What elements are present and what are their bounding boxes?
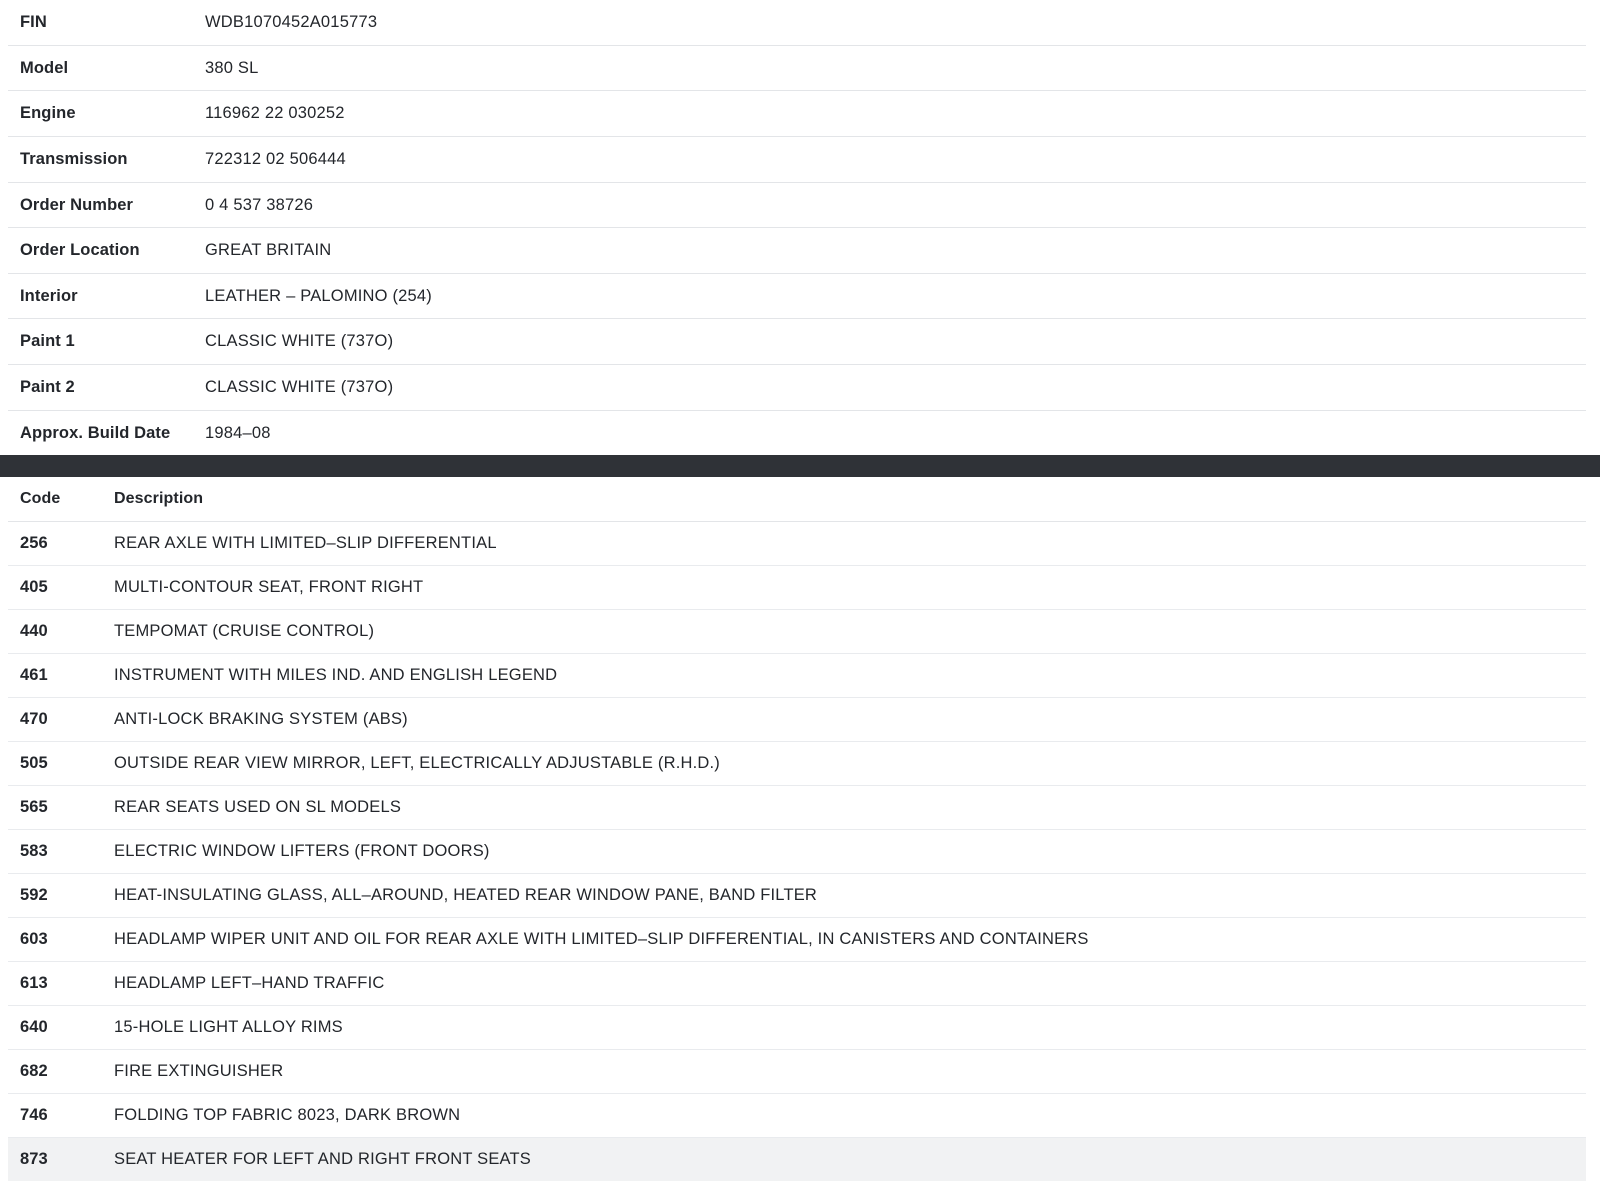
option-code: 682	[8, 1050, 100, 1094]
option-description: INSTRUMENT WITH MILES IND. AND ENGLISH LEGEND	[100, 654, 1586, 698]
option-description: FOLDING TOP FABRIC 8023, DARK BROWN	[100, 1094, 1586, 1138]
option-code: 405	[8, 566, 100, 610]
spec-row	[8, 410, 1586, 455]
option-description: SEAT HEATER FOR LEFT AND RIGHT FRONT SEATS	[100, 1138, 1586, 1181]
spec-row	[8, 0, 1586, 45]
option-row[interactable]	[8, 918, 1586, 962]
spec-row	[8, 91, 1586, 137]
spec-label: Interior	[20, 286, 78, 305]
spec-label: Approx. Build Date	[20, 423, 171, 442]
option-description: MULTI-CONTOUR SEAT, FRONT RIGHT	[100, 566, 1586, 610]
option-code: 746	[8, 1094, 100, 1138]
spec-label: Paint 2	[20, 378, 75, 396]
options-header-code: Code	[8, 477, 100, 522]
spec-value: CLASSIC WHITE (737O)	[205, 378, 394, 396]
option-code: 592	[8, 874, 100, 918]
spec-value: 116962 22 030252	[205, 104, 345, 123]
spec-label: Paint 1	[20, 332, 75, 351]
vehicle-spec-table	[8, 0, 1586, 455]
option-description: OUTSIDE REAR VIEW MIRROR, LEFT, ELECTRICALLY ADJUSTABLE (R.H.D.)	[100, 742, 1586, 786]
option-row[interactable]	[8, 610, 1586, 654]
option-row[interactable]	[8, 962, 1586, 1006]
option-description: HEADLAMP LEFT–HAND TRAFFIC	[100, 962, 1586, 1006]
option-code: 613	[8, 962, 100, 1006]
option-description: ELECTRIC WINDOW LIFTERS (FRONT DOORS)	[100, 830, 1586, 874]
option-row[interactable]	[8, 830, 1586, 874]
spec-label: Transmission	[20, 149, 128, 168]
spec-value: GREAT BRITAIN	[205, 241, 332, 260]
spec-value: 722312 02 506444	[205, 149, 346, 168]
spec-value: CLASSIC WHITE (737O)	[205, 332, 394, 351]
option-row[interactable]	[8, 654, 1586, 698]
spec-value: 0 4 537 38726	[205, 195, 314, 214]
spec-label: FIN	[20, 13, 47, 31]
vehicle-spec-card	[8, 0, 1586, 455]
vehicle-spec-body	[8, 0, 1586, 455]
option-description: FIRE EXTINGUISHER	[100, 1050, 1586, 1094]
options-table-head	[8, 477, 1586, 522]
spec-value: WDB1070452A015773	[205, 13, 378, 31]
spec-label: Engine	[20, 104, 76, 123]
option-description: 15-HOLE LIGHT ALLOY RIMS	[100, 1006, 1586, 1050]
option-code: 505	[8, 742, 100, 786]
options-card	[8, 477, 1586, 1181]
spec-value: LEATHER – PALOMINO (254)	[205, 286, 433, 305]
spec-row	[8, 45, 1586, 91]
spec-row	[8, 228, 1586, 274]
option-code: 256	[8, 522, 100, 566]
options-header-row	[8, 477, 1586, 522]
spec-value: 380 SL	[205, 58, 259, 77]
option-code: 461	[8, 654, 100, 698]
option-row[interactable]	[8, 1050, 1586, 1094]
spec-row	[8, 273, 1586, 319]
option-description: REAR AXLE WITH LIMITED–SLIP DIFFERENTIAL	[100, 522, 1586, 566]
options-header-description: Description	[100, 477, 1586, 522]
option-code: 873	[8, 1138, 100, 1181]
options-table-body	[8, 522, 1586, 1181]
spec-label: Order Number	[20, 195, 134, 214]
option-row[interactable]	[8, 1094, 1586, 1138]
option-code: 565	[8, 786, 100, 830]
option-code: 470	[8, 698, 100, 742]
options-table	[8, 477, 1586, 1181]
option-description: HEAT-INSULATING GLASS, ALL–AROUND, HEATED REAR WINDOW PANE, BAND FILTER	[100, 874, 1586, 918]
spec-label: Order Location	[20, 241, 140, 260]
option-code: 603	[8, 918, 100, 962]
spec-row	[8, 319, 1586, 365]
option-code: 583	[8, 830, 100, 874]
spec-row	[8, 136, 1586, 182]
option-description: TEMPOMAT (CRUISE CONTROL)	[100, 610, 1586, 654]
option-row[interactable]	[8, 1138, 1586, 1181]
option-code: 440	[8, 610, 100, 654]
spec-label: Model	[20, 58, 69, 77]
spec-value: 1984–08	[205, 423, 271, 442]
option-row[interactable]	[8, 742, 1586, 786]
option-code: 640	[8, 1006, 100, 1050]
option-row[interactable]	[8, 522, 1586, 566]
option-row[interactable]	[8, 874, 1586, 918]
option-row[interactable]	[8, 1006, 1586, 1050]
option-description: ANTI-LOCK BRAKING SYSTEM (ABS)	[100, 698, 1586, 742]
option-row[interactable]	[8, 786, 1586, 830]
option-row[interactable]	[8, 698, 1586, 742]
spec-row	[8, 365, 1586, 411]
spec-row	[8, 182, 1586, 228]
section-divider-band	[0, 455, 1600, 477]
option-description: REAR SEATS USED ON SL MODELS	[100, 786, 1586, 830]
option-description: HEADLAMP WIPER UNIT AND OIL FOR REAR AXLE WITH LIMITED–SLIP DIFFERENTIAL, IN CANISTERS AND CONTAINERS	[100, 918, 1586, 962]
option-row[interactable]	[8, 566, 1586, 610]
